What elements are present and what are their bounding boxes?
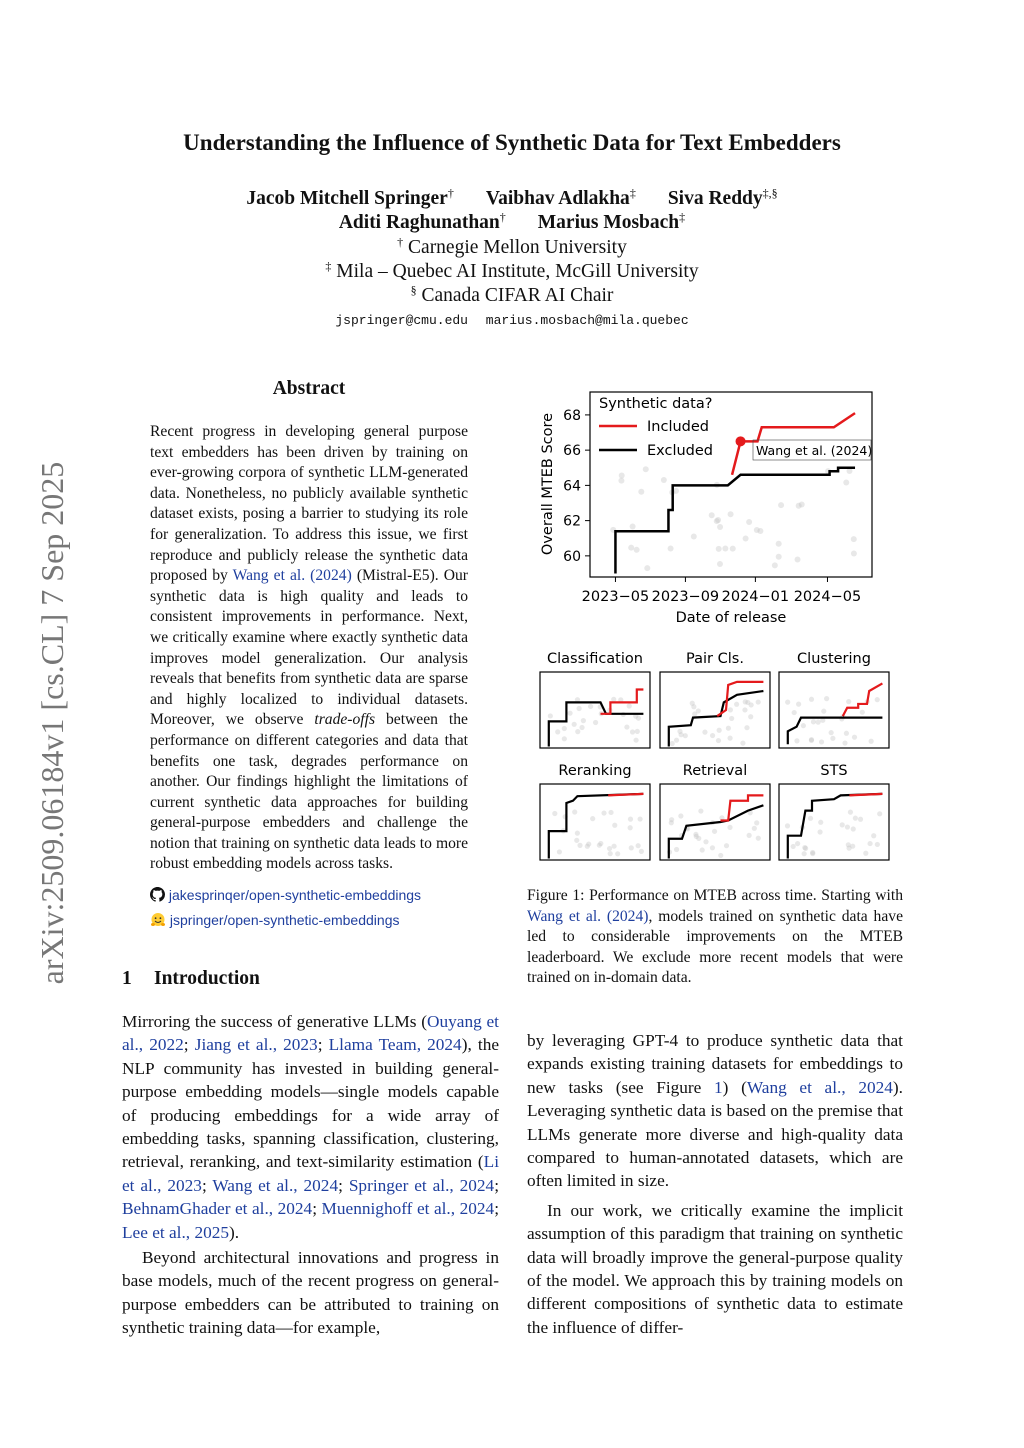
scatter-point	[802, 851, 807, 856]
scatter-point	[628, 545, 634, 551]
scatter-point	[628, 825, 633, 830]
huggingface-repo-text[interactable]: jspringer/open-synthetic-embeddings	[169, 912, 400, 929]
scatter-point	[729, 716, 734, 721]
panel-title: Retrieval	[682, 763, 748, 779]
scatter-point	[728, 707, 733, 712]
scatter-point	[668, 545, 674, 551]
author-mark: †	[499, 210, 506, 224]
author-name: Vaibhav Adlakha	[485, 188, 630, 209]
scatter-point	[792, 710, 797, 715]
paper-title: Understanding the Influence of Synthetic Data for Text Embedders	[183, 130, 841, 155]
scatter-point	[703, 839, 708, 844]
scatter-point	[717, 728, 722, 733]
scatter-point	[718, 853, 723, 858]
scatter-point	[716, 738, 721, 743]
email-link[interactable]: marius.mosbach@mila.quebec	[485, 313, 689, 328]
figure-ref-link[interactable]: 1	[714, 1077, 723, 1097]
scatter-point	[670, 741, 675, 746]
scatter-point	[716, 546, 722, 552]
scatter-point	[743, 536, 749, 542]
abstract-heading: Abstract	[272, 378, 346, 399]
scatter-point	[848, 810, 853, 815]
y-tick-label: 64	[563, 478, 581, 495]
scatter-point	[796, 702, 801, 707]
scatter-point	[611, 697, 616, 702]
panel-frame	[540, 672, 650, 748]
task-category-panels	[527, 643, 907, 868]
scatter-point	[714, 518, 720, 524]
scatter-point	[860, 710, 865, 715]
scatter-point	[597, 843, 602, 848]
scatter-point	[810, 851, 815, 856]
panel-clustering	[779, 651, 889, 748]
citation-link[interactable]: Jiang et al., 2023	[194, 1035, 318, 1055]
scatter-point	[557, 849, 562, 854]
scatter-point	[691, 533, 697, 539]
github-icon	[150, 887, 165, 902]
scatter-point	[816, 720, 821, 725]
scatter-point	[627, 703, 632, 708]
scatter-point	[661, 477, 667, 483]
scatter-point	[581, 718, 586, 723]
scatter-point	[776, 554, 782, 560]
citation-link[interactable]: Springer et al., 2024	[348, 1175, 495, 1195]
scatter-point	[552, 811, 557, 816]
wang-marker	[736, 436, 746, 446]
scatter-point	[601, 810, 606, 815]
scatter-point	[747, 833, 752, 838]
scatter-point	[698, 808, 703, 813]
author-emails	[0, 313, 1024, 328]
section-number: 1	[122, 968, 132, 989]
arxiv-stamp: arXiv:2509.06184v1 [cs.CL] 7 Sep 2025	[34, 461, 70, 985]
abstract-text: between the performance on different categories and data that benefits one task, degrades performance on another. Our findings highlight the limitations of current synthetic data approaches for building general-purpose embedders and challenge the notion that training on synthetic data leads to more robust embedding models across tasks.	[150, 711, 468, 873]
scatter-point	[619, 473, 625, 479]
affiliation-name: Carnegie Mellon University	[408, 237, 627, 258]
x-tick-label: 2024−01	[721, 589, 790, 605]
scatter-point	[730, 546, 736, 552]
scatter-point	[722, 546, 728, 552]
scatter-point	[752, 826, 757, 831]
scatter-point	[785, 700, 790, 705]
figure-caption: Figure 1: Performance on MTEB across time. Starting with Wang et al. (2024), models trained on synthetic data have led to considerable improvements on the MTEB leaderboard. We exclude more recent models that were trained on in-domain data.	[527, 887, 903, 987]
scatter-point	[794, 738, 799, 743]
legend-label-included: Included	[647, 419, 709, 435]
scatter-point	[785, 823, 790, 828]
panel-classification	[540, 651, 650, 748]
scatter-point	[575, 831, 580, 836]
scatter-point	[577, 843, 582, 848]
scatter-point	[712, 829, 717, 834]
scatter-point	[734, 702, 739, 707]
scatter-point	[749, 702, 754, 707]
author-name: Marius Mosbach	[537, 212, 680, 233]
scatter-point	[727, 736, 732, 741]
scatter-point	[850, 844, 855, 849]
x-tick-label: 2023−09	[651, 589, 720, 605]
panel-frame	[660, 672, 770, 748]
panel-sts	[779, 763, 889, 860]
intro-paragraph: Mirroring the success of generative LLMs (Ouyang et al., 2022; Jiang et al., 2023; Llama Team, 2024), the NLP community has invested in building general-purpose embedding models—single models capable of producing embeddings for a wide array of embedding tasks, spanning classification, clustering, retrieval, reranking, and text-similarity estimation (Li et al., 2023; Wang et al., 2024; Springer et al., 2024; BehnamGhader et al., 2024; Muennighoff et al., 2024; Lee et al., 2025).	[122, 1012, 500, 1242]
scatter-point	[634, 547, 640, 553]
section-title: Introduction	[154, 968, 260, 989]
scatter-point	[628, 817, 633, 822]
citation-link[interactable]: Wang et al., 2024	[746, 1077, 893, 1097]
scatter-point	[756, 836, 761, 841]
scatter-point	[643, 466, 649, 472]
y-tick-label: 60	[563, 548, 581, 565]
scatter-point	[754, 820, 759, 825]
author-mark: ‡	[629, 186, 636, 200]
scatter-point	[562, 726, 567, 731]
scatter-point	[817, 829, 822, 834]
scatter-point	[795, 557, 801, 563]
scatter-point	[590, 816, 595, 821]
author-name: Jacob Mitchell Springer	[246, 188, 448, 209]
author-mark: ‡	[679, 210, 686, 224]
citation-link[interactable]: Lee et al., 2025	[122, 1222, 230, 1242]
scatter-point	[710, 845, 715, 850]
scatter-point	[742, 707, 747, 712]
series-excluded-line	[788, 718, 883, 745]
scatter-point	[796, 503, 802, 509]
scatter-point	[674, 847, 679, 852]
scatter-point	[630, 729, 635, 734]
citation-link[interactable]: Llama Team, 2024	[328, 1035, 462, 1055]
mteb-main-chart	[527, 385, 907, 630]
y-tick-label: 62	[563, 513, 581, 530]
scatter-point	[824, 696, 829, 701]
legend-label-excluded: Excluded	[647, 443, 714, 459]
scatter-point	[801, 723, 806, 728]
series-included-line	[717, 682, 763, 716]
scatter-point	[588, 704, 593, 709]
scatter-point	[791, 844, 796, 849]
scatter-point	[612, 823, 617, 828]
y-tick-label: 68	[563, 407, 581, 424]
scatter-point	[638, 489, 644, 495]
affiliation-mark: §	[410, 283, 417, 297]
legend-title: Synthetic data?	[599, 396, 713, 412]
x-axis-label: Date of release	[675, 610, 787, 626]
scatter-point	[867, 841, 872, 846]
scatter-point	[636, 843, 641, 848]
scatter-point	[863, 851, 868, 856]
intro-left-column	[122, 1010, 499, 1340]
scatter-point	[593, 720, 598, 725]
scatter-point	[611, 844, 616, 849]
scatter-point	[728, 511, 734, 517]
scatter-point	[717, 524, 723, 530]
scatter-point	[574, 838, 579, 843]
scatter-point	[702, 730, 707, 735]
github-repo-text[interactable]: jakesprinqer/open-synthetic-embeddings	[168, 887, 422, 904]
scatter-point	[678, 813, 683, 818]
scatter-point	[851, 826, 856, 831]
y-axis-label: Overall MTEB Score	[540, 412, 556, 556]
scatter-point	[624, 724, 629, 729]
citation-link[interactable]: Wang et al. (2024)	[527, 907, 649, 925]
scatter-point	[577, 706, 582, 711]
scatter-point	[726, 726, 731, 731]
scatter-point	[811, 719, 816, 724]
panel-title: Pair Cls.	[686, 651, 744, 667]
y-tick-label: 66	[563, 443, 581, 460]
scatter-point	[696, 836, 701, 841]
affiliation	[0, 235, 1024, 259]
author-line-1	[0, 186, 1024, 210]
scatter-point	[875, 697, 880, 702]
chart-annotation: Wang et al. (2024)	[756, 443, 873, 458]
scatter-point	[809, 738, 814, 743]
intro-paragraph: Beyond architectural innovations and progress in base models, much of the recent progress on general-purpose embedders can be attributed to training on synthetic training data—for example,	[122, 1248, 499, 1338]
panel-title: STS	[820, 763, 848, 779]
abstract-text: (Mistral-E5). Our synthetic data is high quality and leads to consistent improvements in performance. Next, we critically examine where exactly synthetic data improves model generalization. Our analysis reveals that benefits from synthetic data are sparse and highly localized to individual datasets. Moreover, we observe	[150, 567, 468, 729]
scatter-point	[746, 519, 752, 525]
abstract-emphasis: trade-offs	[314, 711, 376, 729]
scatter-point	[669, 820, 674, 825]
scatter-point	[743, 699, 748, 704]
affiliation-name: Canada CIFAR AI Chair	[421, 285, 614, 306]
intro-paragraph: by leveraging GPT-4 to produce synthetic data that expands existing training datasets for embeddings to new tasks (see Figure 1) (Wang et al., 2024). Leveraging synthetic data is based on the premise that LLMs generate more diverse and high-quality data compared to human-annotated datasets, which are often limited in size.	[527, 1031, 903, 1191]
citation-link[interactable]: Wang et al. (2024)	[232, 567, 352, 585]
email-link[interactable]: jspringer@cmu.edu	[335, 313, 468, 328]
scatter-point	[808, 816, 813, 821]
scatter-point	[748, 714, 753, 719]
scatter-point	[700, 847, 705, 852]
affiliation-name: Mila – Quebec AI Institute, McGill University	[336, 261, 699, 282]
scatter-point	[572, 722, 577, 727]
scatter-point	[717, 561, 723, 567]
scatter-point	[575, 729, 580, 734]
citation-link[interactable]: Muennighoff et al., 2024	[321, 1199, 495, 1219]
huggingface-repo-link[interactable]	[150, 908, 468, 933]
scatter-point	[555, 729, 560, 734]
x-tick-label: 2024−05	[793, 589, 862, 605]
scatter-point	[608, 851, 613, 856]
panel-retrieval	[660, 763, 770, 860]
scatter-point	[875, 842, 880, 847]
affiliation	[0, 259, 1024, 283]
scatter-point	[635, 729, 640, 734]
scatter-point	[829, 730, 834, 735]
scatter-point	[548, 713, 553, 718]
scatter-point	[740, 740, 745, 745]
scatter-point	[809, 697, 814, 702]
scatter-point	[608, 810, 613, 815]
series-included-line	[608, 794, 643, 796]
github-repo-link[interactable]	[150, 883, 468, 908]
panel-title: Reranking	[558, 763, 632, 779]
panel-reranking	[540, 763, 650, 860]
scatter-point	[757, 528, 763, 534]
series-included-line	[849, 794, 882, 796]
scatter-point	[852, 735, 857, 740]
panel-pair-cls	[660, 651, 770, 748]
affiliation	[0, 283, 1024, 307]
scatter-point	[674, 738, 679, 743]
scatter-point	[692, 711, 697, 716]
scatter-point	[772, 562, 778, 568]
citation-link[interactable]: Ouyang et al., 2022	[122, 1012, 499, 1055]
author-mark: †	[447, 186, 454, 200]
scatter-point	[846, 699, 851, 704]
author-line-2	[0, 210, 1024, 234]
panel-title: Clustering	[797, 651, 871, 667]
scatter-point	[840, 822, 845, 827]
scatter-point	[819, 739, 824, 744]
abstract-body	[150, 422, 468, 933]
scatter-point	[776, 541, 782, 547]
series-included-line	[601, 689, 644, 713]
scatter-point	[818, 820, 823, 825]
scatter-point	[858, 817, 863, 822]
huggingface-icon	[150, 912, 166, 928]
scatter-point	[853, 816, 858, 821]
scatter-point	[607, 846, 612, 851]
scatter-point	[615, 851, 620, 856]
citation-link[interactable]: Wang et al., 2024	[212, 1175, 339, 1195]
scatter-point	[637, 816, 642, 821]
author-name: Siva Reddy	[667, 188, 763, 209]
scatter-point	[844, 731, 849, 736]
scatter-point	[845, 824, 850, 829]
citation-link[interactable]: BehnamGhader et al., 2024	[122, 1199, 313, 1219]
citation-link[interactable]: Li et al., 2023	[122, 1152, 499, 1195]
abstract-text: Recent progress in developing general purpose text embedders has been driven by training on ever-growing corpora of synthetic LLM-generated data. Nonetheless, no publicly available synthetic dataset exists, posing a barrier to studying its role for generalization. To address this issue, we first reproduce and publicly release the synthetic data proposed by	[150, 423, 468, 585]
affiliation-mark: †	[397, 235, 404, 249]
scatter-point	[629, 845, 634, 850]
scatter-point	[633, 738, 638, 743]
scatter-point	[562, 736, 567, 741]
scatter-point	[756, 699, 761, 704]
scatter-point	[727, 825, 732, 830]
scatter-point	[724, 843, 729, 848]
scatter-point	[871, 833, 876, 838]
scatter-point	[630, 524, 636, 530]
scatter-point	[846, 842, 851, 847]
scatter-point	[778, 502, 784, 508]
panel-title: Classification	[547, 651, 643, 667]
scatter-point	[851, 536, 857, 542]
intro-paragraph: In our work, we critically examine the implicit assumption of this paradigm that training on synthetic data will broadly improve the general-purpose quality of the model. We approach this by training models on different compositions of synthetic data to estimate the influence of differ-	[527, 1200, 903, 1337]
series-excluded-line	[615, 468, 855, 574]
scatter-point	[644, 565, 650, 571]
scatter-point	[683, 733, 688, 738]
scatter-point	[795, 841, 800, 846]
section-heading	[122, 968, 260, 990]
scatter-point	[851, 550, 857, 556]
scatter-point	[572, 809, 577, 814]
affiliation-mark: ‡	[325, 259, 332, 273]
scatter-point	[690, 701, 695, 706]
scatter-point	[585, 844, 590, 849]
scatter-point	[567, 711, 572, 716]
scatter-point	[744, 725, 749, 730]
scatter-point	[639, 849, 644, 854]
scatter-point	[636, 716, 641, 721]
scatter-point	[843, 480, 849, 486]
scatter-point	[869, 739, 874, 744]
scatter-point	[803, 846, 808, 851]
scatter-point	[830, 736, 835, 741]
intro-right-column	[527, 1029, 903, 1339]
scatter-point	[579, 725, 584, 730]
author-mark: ‡,§	[762, 186, 778, 200]
author-name: Aditi Raghunathan	[338, 212, 500, 233]
scatter-point	[709, 512, 715, 518]
scatter-point	[821, 709, 826, 714]
x-tick-label: 2023−05	[581, 589, 650, 605]
series-excluded-line	[788, 794, 883, 859]
scatter-point	[877, 811, 882, 816]
scatter-point	[710, 733, 715, 738]
scatter-point	[842, 740, 847, 745]
